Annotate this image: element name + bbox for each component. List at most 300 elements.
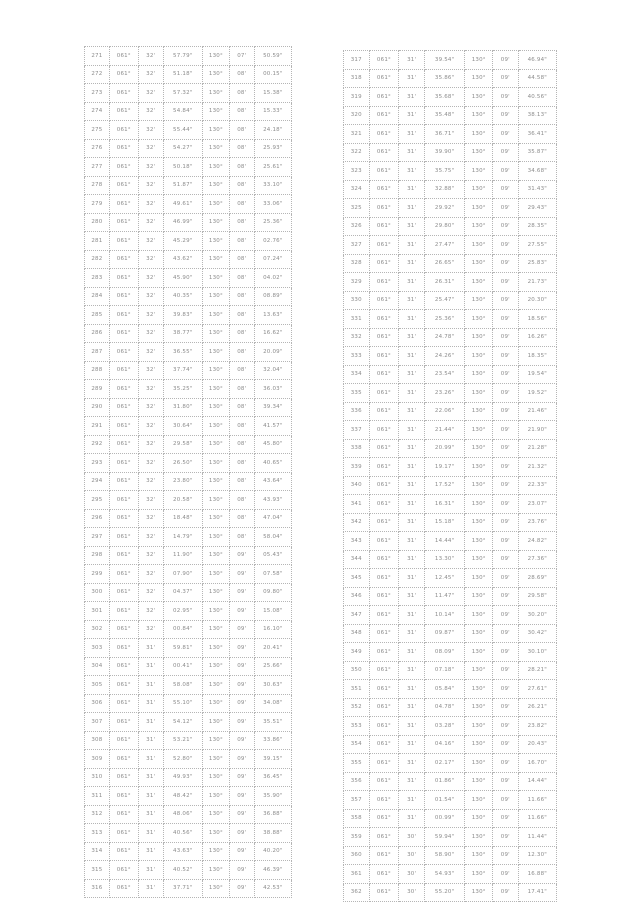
point-number-cell: 331 (344, 310, 370, 329)
lat-seconds-cell: 08.09" (424, 643, 464, 662)
lat-seconds-cell: 55.20" (424, 883, 464, 902)
point-number-cell: 361 (344, 865, 370, 884)
table-row (85, 676, 292, 695)
lon-degrees-cell: 130° (465, 569, 493, 588)
lon-degrees-cell: 130° (465, 384, 493, 403)
lon-seconds-cell: 21.28" (518, 439, 556, 458)
lon-minutes-cell: 09' (493, 162, 519, 181)
lat-seconds-cell: 53.21" (163, 731, 202, 750)
lon-seconds-cell: 39.15" (254, 750, 291, 769)
lon-seconds-cell: 40.20" (254, 842, 291, 861)
lat-minutes-cell: 31' (399, 180, 425, 199)
lon-seconds-cell: 23.07" (518, 495, 556, 514)
lon-degrees-cell: 130° (202, 232, 229, 251)
lon-degrees-cell: 130° (465, 180, 493, 199)
lon-degrees-cell: 130° (202, 768, 229, 787)
lon-degrees-cell: 130° (465, 680, 493, 699)
table-row (344, 291, 557, 310)
lat-seconds-cell: 02.17" (424, 754, 464, 773)
lon-minutes-cell: 08' (229, 417, 254, 436)
lon-minutes-cell: 08' (229, 176, 254, 195)
lon-seconds-cell: 36.88" (254, 805, 291, 824)
lat-seconds-cell: 48.42" (163, 787, 202, 806)
lat-degrees-cell: 061° (369, 291, 399, 310)
lat-minutes-cell: 32' (138, 176, 163, 195)
lon-minutes-cell: 09' (493, 791, 519, 810)
point-number-cell: 305 (85, 676, 110, 695)
table-row (344, 125, 557, 144)
table-row (344, 698, 557, 717)
table-row (344, 162, 557, 181)
lat-degrees-cell: 061° (109, 84, 138, 103)
point-number-cell: 285 (85, 306, 110, 325)
lon-minutes-cell: 08' (229, 102, 254, 121)
lon-minutes-cell: 09' (229, 694, 254, 713)
lon-degrees-cell: 130° (465, 273, 493, 292)
lat-degrees-cell: 061° (369, 532, 399, 551)
point-number-cell: 362 (344, 883, 370, 902)
lon-minutes-cell: 09' (229, 639, 254, 658)
lon-degrees-cell: 130° (202, 528, 229, 547)
lat-seconds-cell: 55.10" (163, 694, 202, 713)
lat-degrees-cell: 061° (109, 491, 138, 510)
lon-degrees-cell: 130° (202, 620, 229, 639)
lat-seconds-cell: 16.31" (424, 495, 464, 514)
lat-seconds-cell: 45.29" (163, 232, 202, 251)
lat-degrees-cell: 061° (369, 735, 399, 754)
lat-minutes-cell: 32' (138, 435, 163, 454)
lon-minutes-cell: 09' (493, 125, 519, 144)
lon-minutes-cell: 09' (493, 439, 519, 458)
lon-minutes-cell: 08' (229, 139, 254, 158)
lat-minutes-cell: 31' (399, 199, 425, 218)
lon-seconds-cell: 21.32" (518, 458, 556, 477)
table-row (85, 879, 292, 898)
table-row (344, 384, 557, 403)
lon-degrees-cell: 130° (202, 139, 229, 158)
lat-seconds-cell: 32.88" (424, 180, 464, 199)
lon-minutes-cell: 09' (493, 328, 519, 347)
lon-seconds-cell: 26.21" (518, 698, 556, 717)
lon-seconds-cell: 11.44" (518, 828, 556, 847)
lat-seconds-cell: 54.93" (424, 865, 464, 884)
point-number-cell: 334 (344, 365, 370, 384)
table-row (344, 791, 557, 810)
table-row (85, 528, 292, 547)
table-row (344, 106, 557, 125)
lon-degrees-cell: 130° (202, 546, 229, 565)
lat-seconds-cell: 37.74" (163, 361, 202, 380)
point-number-cell: 343 (344, 532, 370, 551)
lat-degrees-cell: 061° (109, 121, 138, 140)
lon-degrees-cell: 130° (202, 676, 229, 695)
lat-minutes-cell: 32' (138, 250, 163, 269)
point-number-cell: 278 (85, 176, 110, 195)
lat-degrees-cell: 061° (109, 509, 138, 528)
table-row (344, 328, 557, 347)
lon-seconds-cell: 23.82" (518, 717, 556, 736)
lon-minutes-cell: 09' (229, 861, 254, 880)
lon-minutes-cell: 09' (493, 347, 519, 366)
lat-seconds-cell: 49.61" (163, 195, 202, 214)
lat-degrees-cell: 061° (109, 546, 138, 565)
lon-minutes-cell: 09' (493, 698, 519, 717)
lat-minutes-cell: 31' (399, 106, 425, 125)
lat-degrees-cell: 061° (369, 199, 399, 218)
lat-seconds-cell: 10.14" (424, 606, 464, 625)
point-number-cell: 273 (85, 84, 110, 103)
lat-minutes-cell: 32' (138, 306, 163, 325)
lon-seconds-cell: 15.38" (254, 84, 291, 103)
lon-minutes-cell: 09' (493, 254, 519, 273)
lat-degrees-cell: 061° (109, 713, 138, 732)
lon-degrees-cell: 130° (465, 421, 493, 440)
lat-seconds-cell: 11.90" (163, 546, 202, 565)
point-number-cell: 291 (85, 417, 110, 436)
lat-degrees-cell: 061° (369, 846, 399, 865)
lon-seconds-cell: 40.56" (518, 88, 556, 107)
lon-seconds-cell: 28.35" (518, 217, 556, 236)
point-number-cell: 299 (85, 565, 110, 584)
lat-minutes-cell: 31' (399, 754, 425, 773)
table-row (85, 250, 292, 269)
lat-minutes-cell: 32' (138, 158, 163, 177)
table-row (344, 143, 557, 162)
lon-degrees-cell: 130° (202, 454, 229, 473)
lat-degrees-cell: 061° (369, 439, 399, 458)
table-row (344, 680, 557, 699)
table-row (85, 805, 292, 824)
table-row (344, 495, 557, 514)
lat-seconds-cell: 04.37" (163, 583, 202, 602)
lat-seconds-cell: 04.16" (424, 735, 464, 754)
point-number-cell: 294 (85, 472, 110, 491)
lat-minutes-cell: 30' (399, 865, 425, 884)
lat-degrees-cell: 061° (109, 176, 138, 195)
lon-degrees-cell: 130° (202, 176, 229, 195)
lon-seconds-cell: 16.26" (518, 328, 556, 347)
lat-minutes-cell: 31' (399, 550, 425, 569)
lon-seconds-cell: 46.94" (518, 51, 556, 70)
lon-minutes-cell: 08' (229, 324, 254, 343)
lon-seconds-cell: 27.36" (518, 550, 556, 569)
lat-degrees-cell: 061° (109, 676, 138, 695)
lat-degrees-cell: 061° (109, 639, 138, 658)
lat-degrees-cell: 061° (369, 69, 399, 88)
lat-minutes-cell: 30' (399, 846, 425, 865)
lat-minutes-cell: 32' (138, 398, 163, 417)
lat-minutes-cell: 31' (399, 51, 425, 70)
table-row (344, 624, 557, 643)
lon-minutes-cell: 09' (493, 624, 519, 643)
lon-minutes-cell: 08' (229, 528, 254, 547)
lat-seconds-cell: 29.80" (424, 217, 464, 236)
lat-degrees-cell: 061° (369, 606, 399, 625)
lat-seconds-cell: 20.58" (163, 491, 202, 510)
lat-minutes-cell: 31' (138, 787, 163, 806)
lon-degrees-cell: 130° (202, 380, 229, 399)
lat-seconds-cell: 26.65" (424, 254, 464, 273)
lat-seconds-cell: 23.54" (424, 365, 464, 384)
lon-degrees-cell: 130° (465, 587, 493, 606)
point-number-cell: 296 (85, 509, 110, 528)
lon-seconds-cell: 36.03" (254, 380, 291, 399)
lon-seconds-cell: 20.30" (518, 291, 556, 310)
lon-degrees-cell: 130° (465, 606, 493, 625)
table-row (85, 84, 292, 103)
table-row (85, 842, 292, 861)
point-number-cell: 290 (85, 398, 110, 417)
lat-minutes-cell: 31' (399, 791, 425, 810)
lat-degrees-cell: 061° (109, 583, 138, 602)
lat-degrees-cell: 061° (109, 435, 138, 454)
point-number-cell: 359 (344, 828, 370, 847)
lon-degrees-cell: 130° (465, 550, 493, 569)
table-row (85, 158, 292, 177)
table-row (85, 750, 292, 769)
lat-seconds-cell: 04.78" (424, 698, 464, 717)
lon-seconds-cell: 00.15" (254, 65, 291, 84)
table-row (344, 735, 557, 754)
lat-minutes-cell: 32' (138, 602, 163, 621)
lon-degrees-cell: 130° (465, 846, 493, 865)
lat-degrees-cell: 061° (109, 787, 138, 806)
lat-degrees-cell: 061° (369, 125, 399, 144)
point-number-cell: 281 (85, 232, 110, 251)
table-row (85, 269, 292, 288)
lat-minutes-cell: 32' (138, 417, 163, 436)
lon-degrees-cell: 130° (202, 694, 229, 713)
lat-minutes-cell: 32' (138, 620, 163, 639)
lat-degrees-cell: 061° (109, 879, 138, 898)
lat-seconds-cell: 50.18" (163, 158, 202, 177)
lat-minutes-cell: 31' (399, 606, 425, 625)
lon-degrees-cell: 130° (202, 269, 229, 288)
lat-degrees-cell: 061° (109, 139, 138, 158)
lon-degrees-cell: 130° (465, 143, 493, 162)
point-number-cell: 350 (344, 661, 370, 680)
point-number-cell: 316 (85, 879, 110, 898)
lat-minutes-cell: 31' (399, 698, 425, 717)
point-number-cell: 325 (344, 199, 370, 218)
point-number-cell: 344 (344, 550, 370, 569)
table-row (344, 69, 557, 88)
point-number-cell: 315 (85, 861, 110, 880)
lon-minutes-cell: 09' (493, 513, 519, 532)
lon-seconds-cell: 33.06" (254, 195, 291, 214)
lon-minutes-cell: 08' (229, 287, 254, 306)
lon-seconds-cell: 16.88" (518, 865, 556, 884)
lon-seconds-cell: 33.10" (254, 176, 291, 195)
point-number-cell: 338 (344, 439, 370, 458)
lon-degrees-cell: 130° (465, 828, 493, 847)
table-row (344, 273, 557, 292)
point-number-cell: 300 (85, 583, 110, 602)
table-row (344, 865, 557, 884)
point-number-cell: 321 (344, 125, 370, 144)
lat-seconds-cell: 27.47" (424, 236, 464, 255)
lat-degrees-cell: 061° (109, 824, 138, 843)
lat-degrees-cell: 061° (369, 143, 399, 162)
lon-seconds-cell: 43.93" (254, 491, 291, 510)
lat-minutes-cell: 32' (138, 583, 163, 602)
lat-degrees-cell: 061° (369, 865, 399, 884)
lat-minutes-cell: 31' (399, 162, 425, 181)
table-row (85, 102, 292, 121)
lon-minutes-cell: 09' (493, 180, 519, 199)
lon-degrees-cell: 130° (202, 343, 229, 362)
lat-seconds-cell: 29.92" (424, 199, 464, 218)
lat-degrees-cell: 061° (109, 472, 138, 491)
lon-degrees-cell: 130° (202, 657, 229, 676)
table-row (85, 713, 292, 732)
lat-degrees-cell: 061° (109, 528, 138, 547)
lat-degrees-cell: 061° (109, 65, 138, 84)
lat-degrees-cell: 061° (109, 380, 138, 399)
lon-seconds-cell: 34.08" (254, 694, 291, 713)
lon-minutes-cell: 08' (229, 269, 254, 288)
table-row (344, 569, 557, 588)
lon-minutes-cell: 09' (229, 565, 254, 584)
lat-degrees-cell: 061° (109, 47, 138, 66)
lon-degrees-cell: 130° (202, 398, 229, 417)
lon-seconds-cell: 19.52" (518, 384, 556, 403)
lon-minutes-cell: 09' (229, 731, 254, 750)
lon-seconds-cell: 22.33" (518, 476, 556, 495)
lat-degrees-cell: 061° (369, 421, 399, 440)
lat-minutes-cell: 32' (138, 195, 163, 214)
lon-minutes-cell: 09' (229, 676, 254, 695)
point-number-cell: 358 (344, 809, 370, 828)
lon-seconds-cell: 04.02" (254, 269, 291, 288)
coordinate-table-body (344, 51, 557, 902)
lat-minutes-cell: 32' (138, 65, 163, 84)
point-number-cell: 286 (85, 324, 110, 343)
lon-seconds-cell: 15.08" (254, 602, 291, 621)
point-number-cell: 341 (344, 495, 370, 514)
lon-degrees-cell: 130° (202, 121, 229, 140)
table-row (344, 513, 557, 532)
lat-seconds-cell: 40.56" (163, 824, 202, 843)
lon-degrees-cell: 130° (202, 306, 229, 325)
lon-minutes-cell: 09' (493, 384, 519, 403)
lat-minutes-cell: 31' (399, 772, 425, 791)
lon-seconds-cell: 36.45" (254, 768, 291, 787)
lon-minutes-cell: 09' (493, 883, 519, 902)
lon-degrees-cell: 130° (465, 643, 493, 662)
table-row (85, 176, 292, 195)
point-number-cell: 332 (344, 328, 370, 347)
lon-seconds-cell: 17.41" (518, 883, 556, 902)
table-row (85, 380, 292, 399)
lon-seconds-cell: 38.88" (254, 824, 291, 843)
lon-degrees-cell: 130° (202, 84, 229, 103)
lon-minutes-cell: 09' (493, 273, 519, 292)
lon-seconds-cell: 44.58" (518, 69, 556, 88)
lat-degrees-cell: 061° (369, 643, 399, 662)
lat-minutes-cell: 31' (399, 365, 425, 384)
lat-minutes-cell: 31' (138, 657, 163, 676)
lat-minutes-cell: 31' (138, 750, 163, 769)
lon-minutes-cell: 08' (229, 306, 254, 325)
lat-minutes-cell: 32' (138, 565, 163, 584)
lat-seconds-cell: 03.28" (424, 717, 464, 736)
table-row (344, 476, 557, 495)
lon-minutes-cell: 09' (493, 69, 519, 88)
table-row (344, 754, 557, 773)
lon-degrees-cell: 130° (465, 717, 493, 736)
lon-seconds-cell: 31.43" (518, 180, 556, 199)
lat-degrees-cell: 061° (109, 250, 138, 269)
lat-minutes-cell: 31' (138, 824, 163, 843)
lat-degrees-cell: 061° (369, 661, 399, 680)
lon-degrees-cell: 130° (202, 47, 229, 66)
lon-minutes-cell: 09' (493, 310, 519, 329)
point-number-cell: 328 (344, 254, 370, 273)
table-row (85, 731, 292, 750)
lon-seconds-cell: 25.83" (518, 254, 556, 273)
table-row (85, 509, 292, 528)
lat-seconds-cell: 36.55" (163, 343, 202, 362)
table-row (85, 287, 292, 306)
lat-minutes-cell: 31' (399, 236, 425, 255)
lat-minutes-cell: 31' (399, 328, 425, 347)
lat-degrees-cell: 061° (369, 365, 399, 384)
lat-degrees-cell: 061° (109, 158, 138, 177)
point-number-cell: 293 (85, 454, 110, 473)
lat-minutes-cell: 30' (399, 883, 425, 902)
point-number-cell: 302 (85, 620, 110, 639)
lat-degrees-cell: 061° (109, 269, 138, 288)
lat-minutes-cell: 32' (138, 287, 163, 306)
lat-seconds-cell: 24.78" (424, 328, 464, 347)
coordinate-table-left (84, 46, 292, 898)
lat-degrees-cell: 061° (369, 458, 399, 477)
lat-seconds-cell: 51.18" (163, 65, 202, 84)
table-row (85, 768, 292, 787)
lat-seconds-cell: 40.52" (163, 861, 202, 880)
lat-seconds-cell: 24.26" (424, 347, 464, 366)
point-number-cell: 323 (344, 162, 370, 181)
point-number-cell: 356 (344, 772, 370, 791)
table-row (85, 454, 292, 473)
lat-minutes-cell: 31' (399, 217, 425, 236)
lat-degrees-cell: 061° (369, 217, 399, 236)
lon-minutes-cell: 09' (493, 606, 519, 625)
lat-minutes-cell: 31' (138, 861, 163, 880)
lon-minutes-cell: 09' (493, 365, 519, 384)
table-row (344, 643, 557, 662)
lon-degrees-cell: 130° (465, 624, 493, 643)
lon-degrees-cell: 130° (465, 809, 493, 828)
lon-seconds-cell: 40.65" (254, 454, 291, 473)
lat-seconds-cell: 57.79" (163, 47, 202, 66)
lat-seconds-cell: 15.18" (424, 513, 464, 532)
lon-minutes-cell: 09' (229, 583, 254, 602)
point-number-cell: 298 (85, 546, 110, 565)
lat-seconds-cell: 31.80" (163, 398, 202, 417)
lon-seconds-cell: 09.80" (254, 583, 291, 602)
lon-minutes-cell: 09' (493, 291, 519, 310)
table-row (85, 47, 292, 66)
lon-degrees-cell: 130° (465, 328, 493, 347)
lat-degrees-cell: 061° (109, 768, 138, 787)
lat-degrees-cell: 061° (369, 791, 399, 810)
lon-seconds-cell: 16.70" (518, 754, 556, 773)
lat-minutes-cell: 32' (138, 491, 163, 510)
lat-seconds-cell: 39.54" (424, 51, 464, 70)
lat-minutes-cell: 31' (399, 421, 425, 440)
